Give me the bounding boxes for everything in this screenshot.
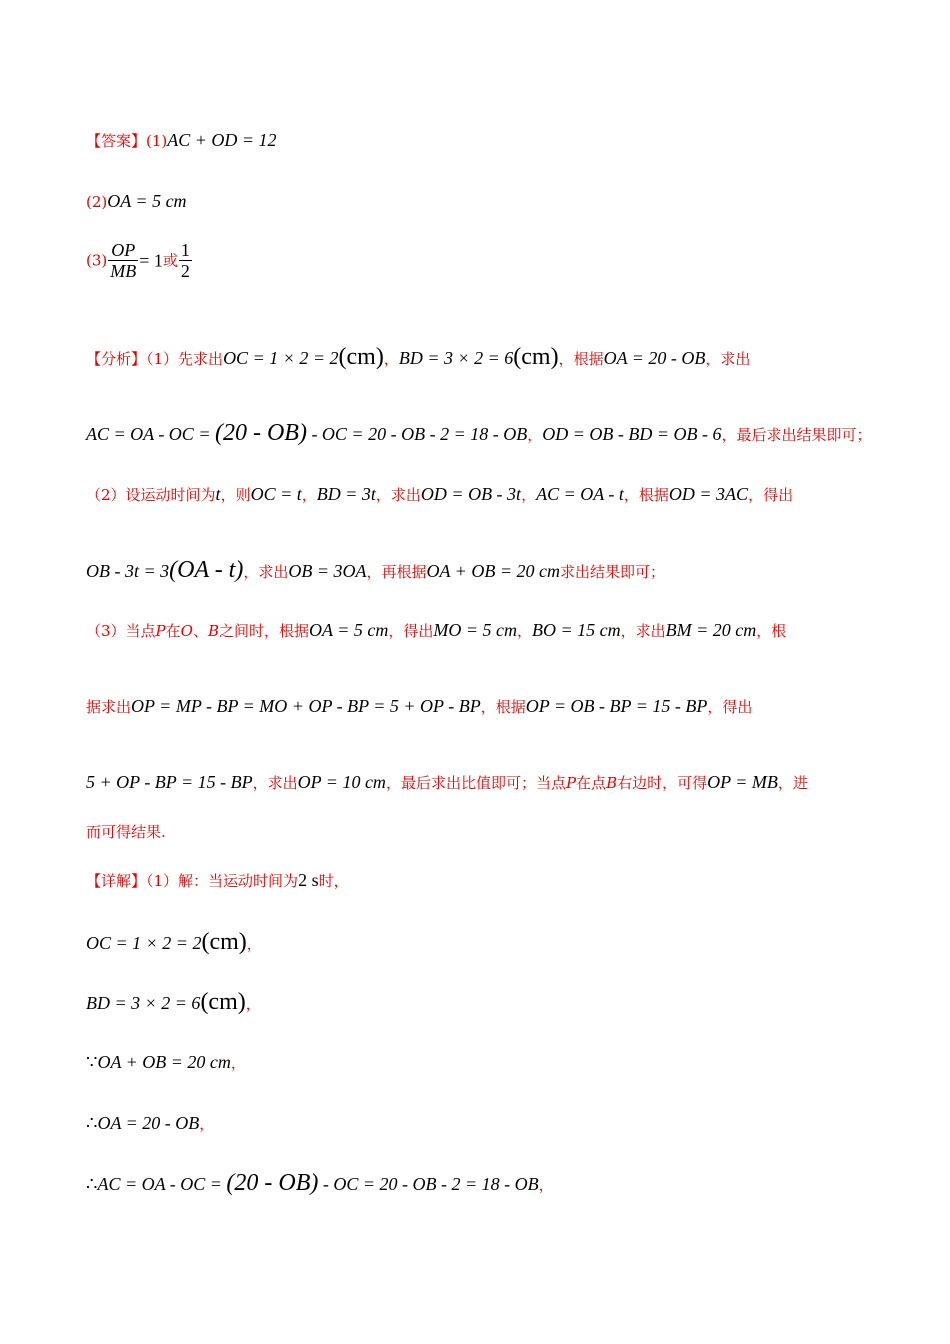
- answer-line-3: [86, 240, 193, 280]
- answer-3-or: 或: [162, 251, 178, 270]
- analysis-text: ，根据: [623, 486, 669, 504]
- detail-formula: AC = OA - OC =: [97, 1174, 227, 1194]
- answer-3-fraction: [108, 240, 138, 281]
- analysis-text: （1）先求出: [146, 350, 224, 368]
- analysis-formula: OD = 3AC: [668, 484, 749, 504]
- detail-line-2: [86, 930, 262, 956]
- detail-text: 时，: [318, 872, 349, 890]
- analysis-text: ，根据: [558, 350, 604, 368]
- answer-tag: 【答案】: [86, 132, 147, 150]
- analysis-text: P: [565, 774, 577, 792]
- answer-3-numerator: OP: [108, 240, 138, 261]
- analysis-formula: (20 - OB): [214, 420, 307, 446]
- analysis-formula: MO = 5 cm: [433, 620, 517, 640]
- detail-text: （1）解：当运动时间为: [146, 872, 299, 890]
- detail-line-4: [86, 1050, 246, 1075]
- analysis-text: ，求出: [243, 563, 289, 581]
- analysis-formula: OP = 10 cm: [297, 772, 386, 792]
- answer-3-denominator: MB: [110, 261, 137, 281]
- analysis-text: ，得出: [748, 486, 794, 504]
- detail-formula: OA = 20 - OB: [97, 1113, 200, 1133]
- analysis-text: B: [207, 622, 220, 640]
- analysis-text: ，: [301, 486, 317, 504]
- analysis-tag: 【分析】: [86, 350, 147, 368]
- analysis-formula: AC = OA - t: [536, 484, 624, 504]
- analysis-text: ，: [521, 486, 537, 504]
- detail-text: ，: [538, 1176, 554, 1194]
- analysis-formula: OC = 1 × 2 = 2: [223, 348, 339, 368]
- answer-line-2: [86, 189, 187, 214]
- detail-text: ，: [245, 995, 261, 1013]
- analysis-text: ，再根据: [366, 563, 427, 581]
- analysis-text: ，最后求出比值即可；当点: [385, 774, 566, 792]
- analysis-line-1: [86, 345, 750, 371]
- therefore-symbol: ∴: [86, 1174, 98, 1194]
- analysis-text: ，根据: [480, 698, 526, 716]
- detail-line-6: [86, 1171, 554, 1197]
- analysis-text: ，求出: [705, 350, 751, 368]
- analysis-formula: t: [215, 484, 221, 504]
- detail-formula: OA + OB = 20 cm: [97, 1052, 231, 1072]
- detail-formula: (cm): [200, 989, 246, 1015]
- analysis-formula: OB = 3OA: [288, 561, 367, 581]
- analysis-formula: BD = 3 × 2 = 6: [398, 348, 514, 368]
- analysis-formula: 5 + OP - BP = 15 - BP: [86, 772, 253, 792]
- detail-line-3: [86, 990, 261, 1016]
- answer-1: AC + OD = 12: [167, 130, 277, 150]
- analysis-text: ，进: [777, 774, 808, 792]
- analysis-text: 在点: [576, 774, 607, 792]
- analysis-formula: OA = 20 - OB: [603, 348, 706, 368]
- detail-text: ，: [246, 935, 262, 953]
- detail-text: ，: [230, 1054, 246, 1072]
- answer-label-2: (2): [86, 193, 108, 211]
- analysis-formula: BO = 15 cm: [532, 620, 621, 640]
- analysis-line-6: [86, 694, 752, 719]
- analysis-text: ，得出: [707, 698, 753, 716]
- analysis-text: ，则: [220, 486, 251, 504]
- analysis-formula: BD = 3t: [316, 484, 376, 504]
- analysis-formula: OC = t: [250, 484, 302, 504]
- analysis-line-5: [86, 618, 786, 643]
- analysis-formula: OA + OB = 20 cm: [426, 561, 560, 581]
- analysis-text: ，求出: [375, 486, 421, 504]
- analysis-text: 之间时，根据: [219, 622, 310, 640]
- analysis-text: O: [180, 622, 193, 640]
- analysis-text: B: [606, 774, 618, 792]
- detail-formula: 2 s: [298, 870, 319, 890]
- analysis-formula: - OC = 20 - OB - 2 = 18 - OB: [306, 424, 528, 444]
- analysis-text: ，根: [756, 622, 787, 640]
- analysis-text: ，: [383, 350, 399, 368]
- answer-label-1: (1): [146, 132, 168, 150]
- analysis-formula: (cm): [513, 344, 559, 370]
- detail-line-1: [86, 868, 349, 893]
- analysis-text: ，得出: [388, 622, 434, 640]
- detail-formula: (20 - OB): [226, 1170, 319, 1196]
- detail-formula: (cm): [201, 929, 247, 955]
- analysis-text: （3）当点: [86, 622, 156, 640]
- analysis-text: 、: [192, 622, 208, 640]
- analysis-formula: OP = MP - BP = MO + OP - BP = 5 + OP - BP: [131, 696, 481, 716]
- analysis-text: ，最后求出结果即可；: [721, 426, 872, 444]
- answer-3-denominator-2: 2: [180, 261, 190, 281]
- analysis-line-7: [86, 770, 808, 795]
- answer-3-fraction-2: [179, 240, 192, 281]
- analysis-text: 而可得结果.: [86, 823, 166, 841]
- answer-3-numerator-2: 1: [180, 240, 190, 260]
- analysis-formula: (OA - t): [169, 557, 244, 583]
- answer-line-1: [86, 128, 277, 153]
- analysis-formula: AC = OA - OC =: [86, 424, 215, 444]
- analysis-line-8: [86, 820, 166, 844]
- analysis-text: 据求出: [86, 698, 132, 716]
- answer-label-3: (3): [86, 251, 108, 270]
- detail-tag: 【详解】: [86, 872, 147, 890]
- analysis-formula: OD = OB - BD = OB - 6: [542, 424, 722, 444]
- analysis-text: 求出结果即可；: [559, 563, 665, 581]
- detail-line-5: [86, 1111, 214, 1136]
- analysis-text: ，: [517, 622, 533, 640]
- detail-formula: BD = 3 × 2 = 6: [86, 993, 201, 1013]
- analysis-formula: OP = OB - BP = 15 - BP: [525, 696, 708, 716]
- answer-3-equals: = 1: [139, 250, 163, 271]
- analysis-formula: OD = OB - 3t: [420, 484, 522, 504]
- analysis-formula: BM = 20 cm: [665, 620, 757, 640]
- analysis-text: 右边时，可得: [617, 774, 708, 792]
- because-symbol: ∵: [86, 1052, 98, 1072]
- analysis-formula: OP = MB: [707, 772, 778, 792]
- analysis-text: 在: [165, 622, 181, 640]
- analysis-text: ，求出: [620, 622, 666, 640]
- analysis-line-2: [86, 421, 872, 447]
- detail-formula: OC = 1 × 2 = 2: [86, 933, 202, 953]
- analysis-text: P: [155, 622, 166, 640]
- analysis-formula: OB - 3t = 3: [86, 561, 170, 581]
- analysis-text: （2）设运动时间为: [86, 486, 216, 504]
- analysis-formula: OA = 5 cm: [309, 620, 389, 640]
- answer-2: OA = 5 cm: [107, 191, 187, 211]
- detail-text: ，: [199, 1115, 215, 1133]
- analysis-line-4: [86, 558, 665, 584]
- therefore-symbol: ∴: [86, 1113, 98, 1133]
- analysis-text: ，: [527, 426, 543, 444]
- analysis-line-3: [86, 482, 793, 507]
- analysis-text: ，求出: [252, 774, 298, 792]
- analysis-formula: (cm): [338, 344, 384, 370]
- detail-formula: - OC = 20 - OB - 2 = 18 - OB: [318, 1174, 539, 1194]
